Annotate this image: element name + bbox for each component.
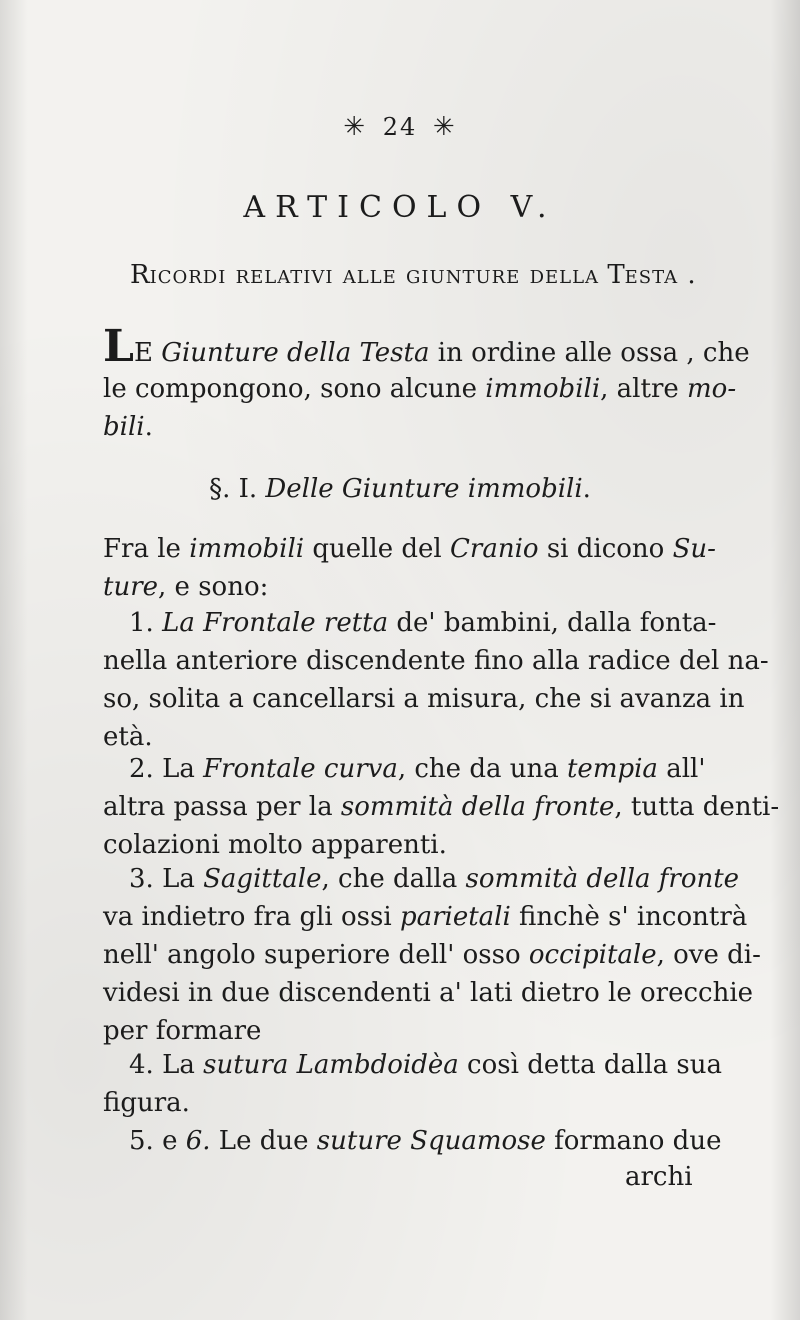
text-line: so, solita a cancellarsi a misura, che si avanza in [103,684,745,714]
text-line: va indietro fra gli ossi parietali finchè s' incontrà [103,902,748,932]
text-line: figura. [103,1088,190,1118]
text-line: 2. La Frontale curva, che da una tempia all' [129,754,706,784]
running-head [0,112,800,142]
article-title: ARTICOLO V. [243,190,557,225]
paragraph-sutures [103,530,716,606]
subtitle-text: icordi relativi alle giunture della [149,260,600,290]
catchword: archi [625,1162,693,1192]
list-item [103,604,769,756]
subtitle-text: esta . [624,260,697,290]
text-line: LE Giunture della Testa in ordine alle ossa , che [103,321,750,372]
text-line: 5. e 6. Le due suture Squamose formano due [129,1126,722,1156]
page-number: 24 [382,113,418,141]
text-line: bili. [103,412,153,442]
text-line: età. [103,722,153,752]
text-line: Fra le immobili quelle del Cranio si dicono Su- [103,534,716,564]
subtitle-initial: R [130,260,150,290]
subtitle-initial: T [607,260,625,290]
text-line: colazioni molto apparenti. [103,830,447,860]
section-heading: §. I. Delle Giunture immobili. [209,474,591,504]
asterisk-ornament-icon: ✳ [432,112,457,142]
text-line: altra passa per la sommità della fronte, tutta denti- [103,792,780,822]
intro-paragraph [103,321,750,446]
list-item [103,750,780,864]
text-line: nella anteriore discendente fino alla radice del na- [103,646,769,676]
text-line: ture, e sono: [103,572,269,602]
text-line: le compongono, sono alcune immobili, altre mo- [103,374,737,404]
text-line: per formare [103,1016,262,1046]
drop-cap: L [103,321,134,372]
asterisk-ornament-icon: ✳ [343,112,368,142]
text-line: 1. La Frontale retta de' bambini, dalla fonta- [129,608,717,638]
text-line: 3. La Sagittale, che dalla sommità della fronte [129,864,740,894]
text-line: nell' angolo superiore dell' osso occipitale, ove di- [103,940,761,970]
article-subtitle [130,260,710,290]
text-line: 4. La sutura Lambdoidèa così detta dalla sua [129,1050,723,1080]
list-item [103,860,761,1050]
text-line: videsi in due discendenti a' lati dietro le orecchie [103,978,754,1008]
list-item [103,1122,722,1160]
list-item [103,1046,723,1122]
